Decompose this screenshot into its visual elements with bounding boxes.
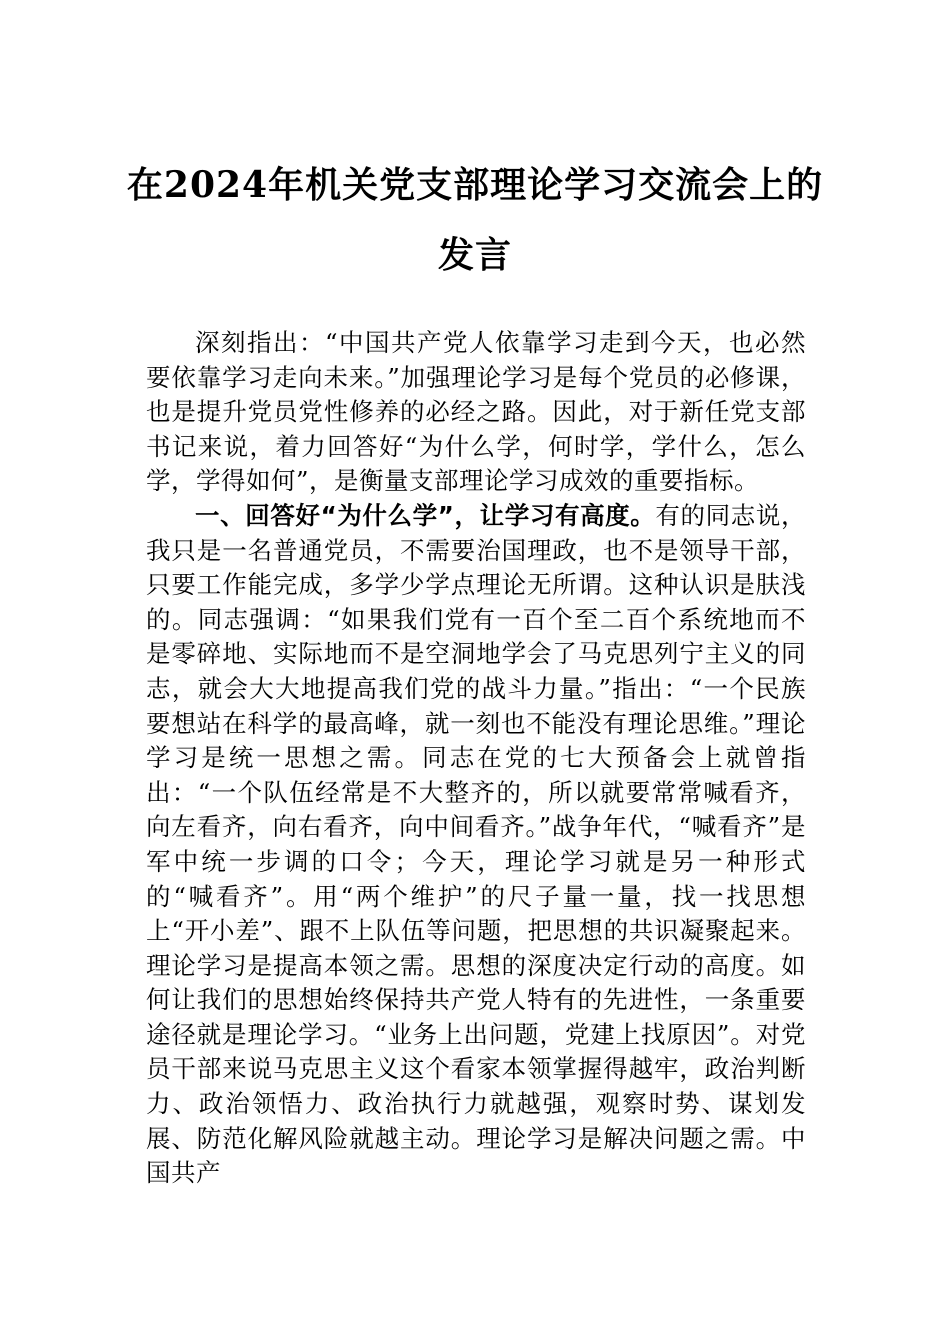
paragraph-text: 有的同志说，我只是一名普通党员，不需要治国理政，也不是领导干部，只要工作能完成，多学少学点理论无所谓。这种认识是肤浅的。同志强调：“如果我们党有一百个至二百个系统地而不是零碎地、实际地而不是空洞地学会了马克思列宁主义的同志，就会大大地提高我们党的战斗力量。”指出：“一个民族要想站在科学的最高峰，就一刻也不能没有理论思维。”理论学习是统一思想之需。同志在党的七大预备会上就曾指出：“一个队伍经常是不大整齐的，所以就要常常喊看齐，向左看齐，向右看齐，向中间看齐。”战争年代，“喊看齐”是军中统一步调的口令；今天，理论学习就是另一种形式的“喊看齐”。用“两个维护”的尺子量一量，找一找思想上“开小差”、跟不上队伍等问题，把思想的共识凝聚起来。理论学习是提高本领之需。思想的深度决定行动的高度。如何让我们的思想始终保持共产党人特有的先进性，一条重要途径就是理论学习。“业务上出问题，党建上找原因”。对党员干部来说马克思主义这个看家本领掌握得越牢，政治判断力、政治领悟力、政治执行力就越强，观察时势、谋划发展、防范化解风险就越主动。理论学习是解决问题之需。中国共产 [146,500,807,1188]
document-title: 在2024年机关党支部理论学习交流会上的发言 [126,164,824,276]
document-body [146,326,806,1191]
paragraph-section-1 [146,499,806,1191]
section-heading: 一、回答好“为什么学”，让学习有高度。 [195,500,656,530]
paragraph-intro [146,326,806,499]
paragraph-text: 深刻指出：“中国共产党人依靠学习走到今天，也必然要依靠学习走向未来。”加强理论学习是每个党员的必修课，也是提升党员党性修养的必经之路。因此，对于新任党支部书记来说，着力回答好“为什么学，何时学，学什么，怎么学，学得如何”，是衡量支部理论学习成效的重要指标。 [146,328,806,496]
